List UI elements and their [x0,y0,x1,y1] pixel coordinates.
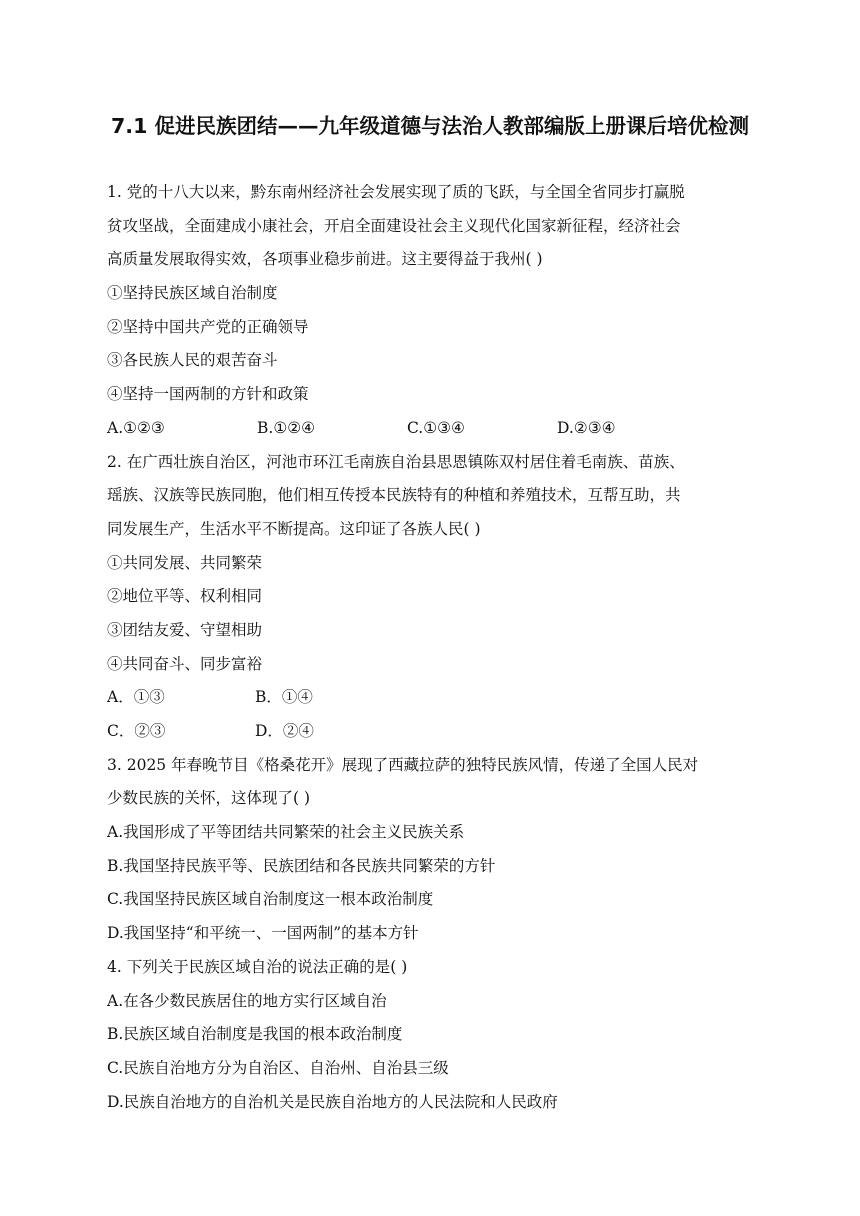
question-4 [107,951,757,1119]
answer-options [107,715,757,749]
answer-option: D．②④ [255,722,314,740]
question-2 [107,446,757,749]
answer-option: C．②③ [107,722,166,740]
statement-item: ②坚持中国共产党的正确领导 [107,317,309,336]
question-text-line: 4. 下列关于民族区域自治的说法正确的是( ) [107,957,408,976]
question-text-line: 同发展生产，生活水平不断提高。这印证了各族人民( ) [107,519,481,538]
statement-item: ③团结友爱、守望相助 [107,620,263,639]
statement-item: ③各民族人民的艰苦奋斗 [107,351,278,370]
statement-item: ④坚持一国两制的方针和政策 [107,385,309,404]
answer-options [107,412,757,446]
answer-option: A．①③ [107,688,165,707]
statement-item: ④共同奋斗、同步富裕 [107,654,263,673]
question-text-line: 瑶族、汉族等民族同胞，他们相互传授本民族特有的种植和养殖技术，互帮互助，共 [107,486,681,505]
document-title: 7.1 促进民族团结——九年级道德与法治人教部编版上册课后培优检测 [111,114,749,138]
answer-choice: A.在各少数民族居住的地方实行区域自治 [107,991,387,1010]
question-text-line: 2. 在广西壮族自治区，河池市环江毛南族自治县思恩镇陈双村居住着毛南族、苗族、 [107,452,685,471]
answer-option: A.①②③ [107,418,165,437]
answer-choice: D.我国坚持“和平统一、一国两制”的基本方针 [107,924,419,943]
question-list [107,176,757,1119]
answer-option: B.①②④ [257,418,316,437]
statement-item: ①坚持民族区域自治制度 [107,284,278,303]
answer-option: D.②③④ [557,418,616,437]
answer-choice: B.民族区域自治制度是我国的根本政治制度 [107,1025,403,1044]
question-3 [107,749,757,951]
answer-choice: D.民族自治地方的自治机关是民族自治地方的人民法院和人民政府 [107,1092,558,1111]
question-1 [107,176,757,446]
answer-option: C.①③④ [407,418,465,437]
answer-choice: A.我国形成了平等团结共同繁荣的社会主义民族关系 [107,823,465,842]
question-text-line: 1. 党的十八大以来，黔东南州经济社会发展实现了质的飞跃，与全国全省同步打赢脱 [107,183,685,201]
answer-choice: B.我国坚持民族平等、民族团结和各民族共同繁荣的方针 [107,856,496,875]
question-text-line: 高质量发展取得实效，各项事业稳步前进。这主要得益于我州( ) [107,250,543,269]
question-text-line: 贫攻坚战，全面建成小康社会，开启全面建设社会主义现代化国家新征程，经济社会 [107,216,681,235]
question-text-line: 3. 2025 年春晚节目《格桑花开》展现了西藏拉萨的独特民族风情，传递了全国人民对 [107,755,699,774]
statement-item: ②地位平等、权利相同 [107,587,263,606]
answer-option: B．①④ [255,688,313,707]
answer-choice: C.我国坚持民族区域自治制度这一根本政治制度 [107,890,434,909]
question-text-line: 少数民族的关怀，这体现了( ) [107,789,311,808]
answer-options [107,681,757,715]
statement-item: ①共同发展、共同繁荣 [107,553,263,572]
answer-choice: C.民族自治地方分为自治区、自治州、自治县三级 [107,1058,449,1077]
